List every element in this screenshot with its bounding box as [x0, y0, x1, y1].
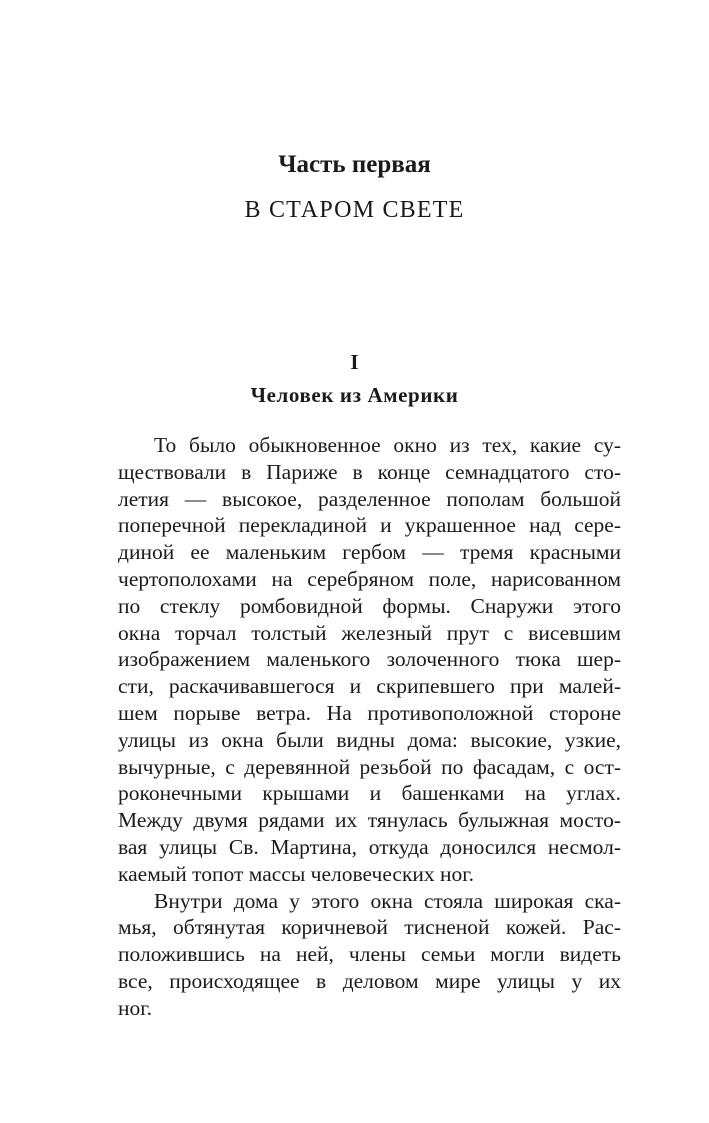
text-line: окна торчал толстый железный прут с висевшим [118, 620, 621, 645]
text-line: ществовали в Париже в конце семнадцатого сто- [118, 459, 621, 484]
text-line: все, происходящее в деловом мире улицы у их [118, 968, 621, 993]
part-subtitle: В СТАРОМ СВЕТЕ [244, 197, 465, 223]
text-line: диной ее маленьким гербом — тремя красными [118, 540, 621, 565]
text-line: положившись на ней, члены семьи могли видеть [118, 942, 621, 967]
text-line: поперечной перекладиной и украшенное над сере- [118, 513, 621, 538]
text-line: чертополохами на серебряном поле, нарисованном [118, 566, 621, 591]
text-line: ног. [118, 995, 153, 1020]
text-line: изображением маленького золоченного тюка шер- [118, 647, 621, 672]
text-line: вая улицы Св. Мартина, откуда доносился несмол- [118, 834, 621, 859]
chapter-title: Человек из Америки [250, 383, 459, 407]
text-line: То было обыкновенное окно из тех, какие су- [154, 433, 621, 457]
text-line: каемый топот массы человеческих ног. [118, 861, 475, 886]
text-line: улицы из окна были видны дома: высокие, узкие, [118, 727, 621, 752]
text-line: Между двумя рядами их тянулась булыжная мосто- [118, 808, 621, 833]
chapter-text [118, 432, 621, 1022]
paragraph [118, 888, 621, 1022]
text-line: Внутри дома у этого окна стояла широкая ска- [154, 888, 621, 913]
text-line: сти, раскачивавшегося и скрипевшего при малей- [118, 674, 621, 699]
text-line: мья, обтянутая коричневой тисненой кожей. Рас- [118, 915, 621, 940]
paragraph [118, 432, 621, 888]
text-line: роконечными крышами и башенками на углах. [118, 781, 621, 806]
text-line: шем порыве ветра. На противоположной стороне [118, 700, 621, 725]
chapter-number: I [350, 350, 359, 374]
text-line: летия — высокое, разделенное пополам большой [118, 486, 621, 511]
text-line: вычурные, с деревянной резьбой по фасадам, с ост- [118, 754, 621, 779]
part-title: Часть первая [278, 151, 431, 178]
text-line: по стеклу ромбовидной формы. Снаружи этого [118, 593, 621, 618]
